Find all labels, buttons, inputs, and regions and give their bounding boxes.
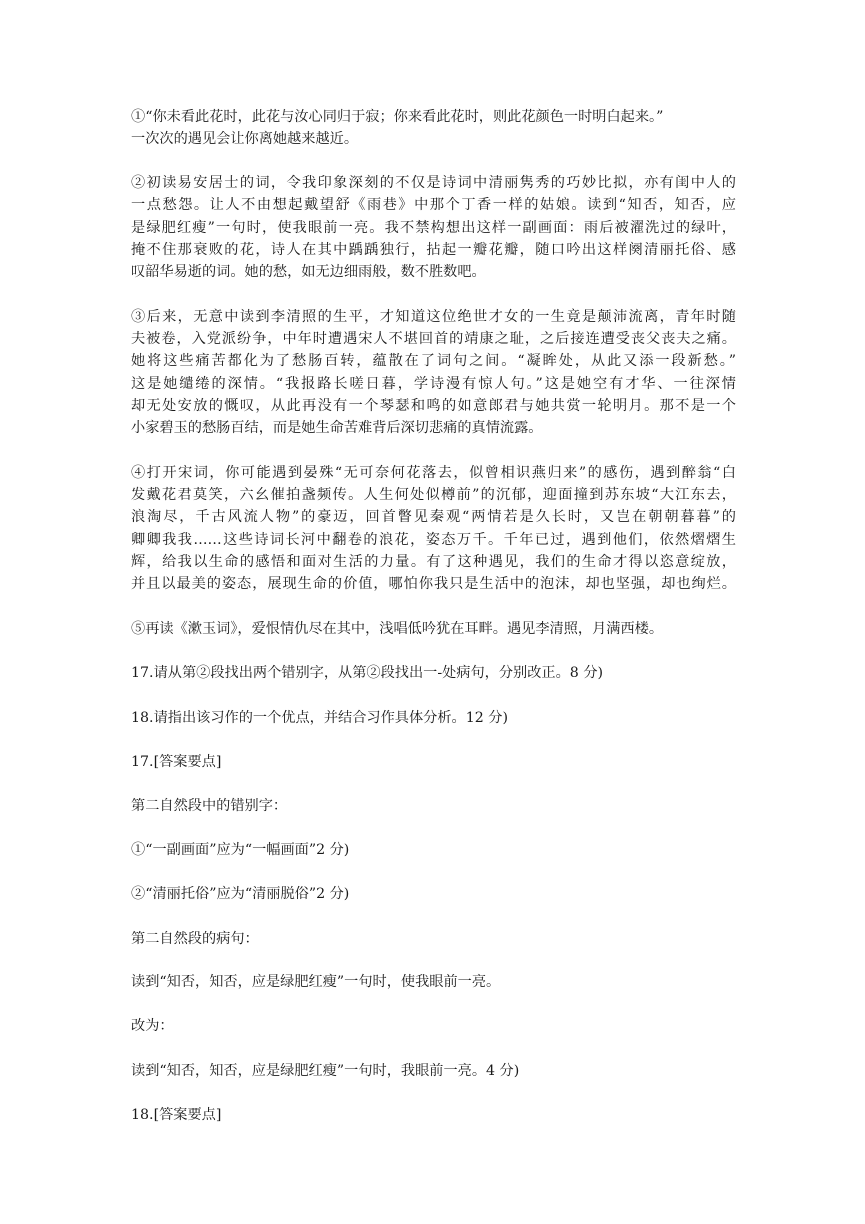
- question-17: 17.请从第②段找出两个错别字，从第②段找出一-处病句，分别改正。8 分): [131, 665, 604, 681]
- paragraph-3-line-5: 却无处安放的慨叹，从此再没有一个琴瑟和鸣的如意郎君与她共赏一轮明月。那不是一个: [131, 398, 736, 414]
- answer-17-heading: 17.[答案要点]: [131, 754, 222, 770]
- paragraph-3-line-6: 小家碧玉的愁肠百结，而是她生命苦难背后深切悲痛的真情流露。: [131, 420, 543, 436]
- paragraph-4-line-6: 并且以最美的姿态，展现生命的价值，哪怕你我只是生活中的泡沫，却也坚强，却也绚烂。: [131, 576, 736, 592]
- change-to-label: 改为：: [131, 1018, 174, 1034]
- paragraph-2-line-2: 一点愁怨。让人不由想起戴望舒《雨巷》中那个丁香一样的姑娘。读到“知否，知否，应: [131, 197, 736, 213]
- sick-sentence: 读到“知否，知否，应是绿肥红瘦”一句时，使我眼前一亮。: [131, 974, 501, 990]
- corrected-sentence: 读到“知否，知否，应是绿肥红瘦”一句时，我眼前一亮。4 分): [131, 1063, 520, 1079]
- paragraph-4-line-3: 浪淘尽，千古风流人物”的豪迈，回首瞥见秦观“两情若是久长时，又岂在朝朝暮暮”的: [131, 509, 736, 525]
- paragraph-5: ⑤再读《漱玉词》，爱恨情仇尽在其中，浅唱低吟犹在耳畔。遇见李清照，月满西楼。: [131, 621, 664, 637]
- paragraph-3-line-3: 她将这些痛苦都化为了愁肠百转，蕴散在了词句之间。“凝眸处，从此又添一段新愁。”: [131, 353, 736, 369]
- question-18: 18.请指出该习作的一个优点，并结合习作具体分析。12 分): [131, 710, 508, 726]
- paragraph-2-line-4: 掩不住那衰败的花，诗人在其中踽踽独行，拈起一瓣花瓣，随口吟出这样阕清丽托俗、感: [131, 242, 736, 258]
- paragraph-3-line-1: ③后来，无意中读到李清照的生平，才知道这位绝世才女的一生竟是颠沛流离，青年时随: [131, 309, 736, 325]
- sick-sentence-heading: 第二自然段的病句：: [131, 931, 259, 947]
- paragraph-3-line-2: 夫被卷，入党派纷争，中年时遭遇宋人不堪回首的靖康之耻，之后接连遭受丧父丧夫之痛。: [131, 331, 736, 347]
- typo-heading: 第二自然段中的错别字：: [131, 798, 288, 814]
- paragraph-2-line-3: 是绿肥红瘦”一句时，使我眼前一亮。我不禁构想出这样一副画面：雨后被濯洗过的绿叶，: [131, 220, 736, 236]
- paragraph-2-line-1: ②初读易安居士的词，令我印象深刻的不仅是诗词中清丽隽秀的巧妙比拟，亦有闺中人的: [131, 175, 736, 191]
- paragraph-3-line-4: 这是她缱绻的深情。“我报路长嗟日暮，学诗漫有惊人句。”这是她空有才华、一往深情: [131, 376, 736, 392]
- paragraph-4-line-1: ④打开宋词，你可能遇到晏殊“无可奈何花落去，似曾相识燕归来”的感伤，遇到醉翁“白: [131, 465, 736, 481]
- answer-18-heading: 18.[答案要点]: [131, 1107, 222, 1123]
- paragraph-2-line-5: 叹韶华易逝的词。她的愁，如无边细雨般，数不胜数吧。: [131, 264, 486, 280]
- paragraph-4-line-4: 卿卿我我……这些诗词长河中翻卷的浪花，姿态万千。千年已过，遇到他们，依然熠熠生: [131, 532, 736, 548]
- typo-item-1: ①“一副画面”应为“一幅画面”2 分): [131, 842, 350, 858]
- paragraph-1-line-1: ①“你未看此花时，此花与汝心同归于寂；你来看此花时，则此花颜色一时明白起来。”: [131, 109, 664, 125]
- paragraph-4-line-2: 发戴花君莫笑，六幺催拍盏频传。人生何处似樽前”的沉郁，迎面撞到苏东坡“大江东去，: [131, 487, 736, 503]
- paragraph-1-line-2: 一次次的遇见会让你离她越来越近。: [131, 131, 359, 147]
- paragraph-4-line-5: 辉，给我以生命的感悟和面对生活的力量。有了这种遇见，我们的生命才得以恣意绽放，: [131, 554, 736, 570]
- typo-item-2: ②“清丽托俗”应为“清丽脱俗”2 分): [131, 886, 350, 902]
